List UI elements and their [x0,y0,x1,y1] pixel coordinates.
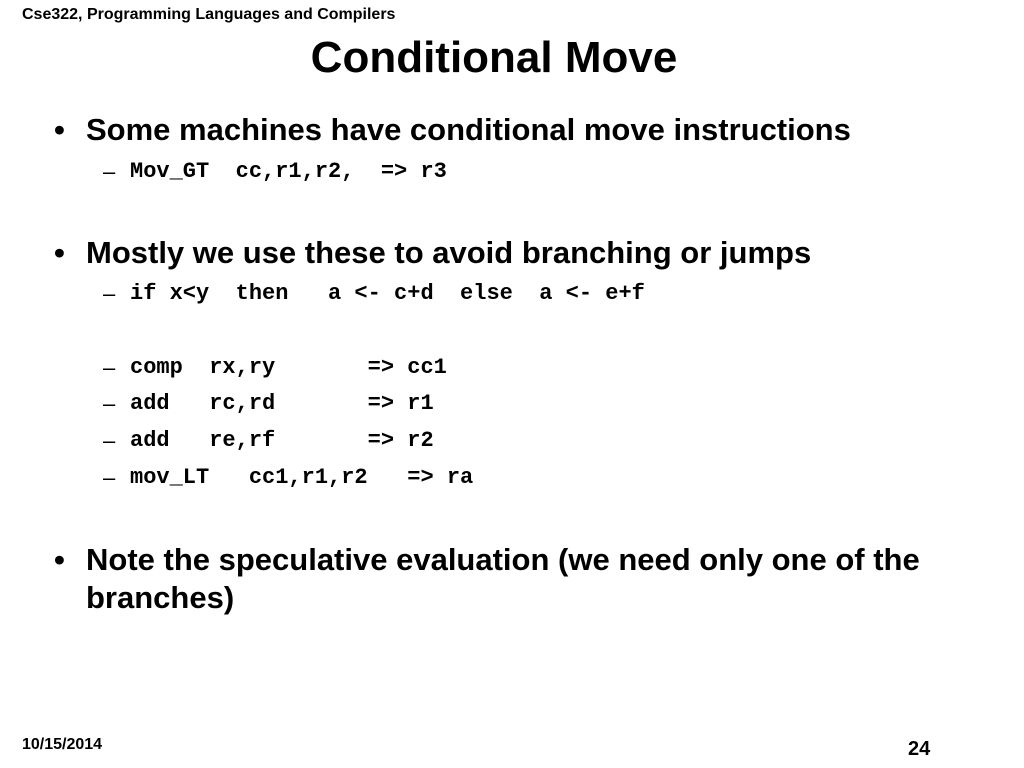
sub-item [0,353,1024,383]
dash-glyph: – [103,355,116,380]
dash-glyph: – [103,465,116,490]
bullet-text: Some machines have conditional move instructions [86,112,851,147]
bullet-text: Note the speculative evaluation (we need only one of the branches) [86,542,920,615]
dash-glyph: – [103,428,116,453]
bullet-glyph: • [54,542,65,577]
sub-item [0,463,1024,493]
footer-date: 10/15/2014 [22,736,103,753]
page-number: 24 [908,738,931,760]
bullet-glyph: • [54,235,65,270]
code-line: add rc,rd => r1 [130,391,434,416]
course-header: Cse322, Programming Languages and Compilers [22,6,396,23]
code-line: if x<y then a <- c+d else a <- e+f [130,281,645,306]
code-line: comp rx,ry => cc1 [130,355,447,380]
bullet-text: Mostly we use these to avoid branching or jumps [86,235,812,270]
sub-item [0,279,1024,309]
code-line: add re,rf => r2 [130,428,434,453]
sub-item [0,389,1024,419]
dash-glyph: – [103,281,116,306]
dash-glyph: – [103,159,116,184]
bullet-glyph: • [54,112,65,147]
sub-item [0,426,1024,456]
code-line: mov_LT cc1,r1,r2 => ra [130,465,474,490]
dash-glyph: – [103,391,116,416]
code-line: Mov_GT cc,r1,r2, => r3 [130,159,447,184]
sub-item [0,157,1024,187]
slide-title: Conditional Move [310,33,678,82]
